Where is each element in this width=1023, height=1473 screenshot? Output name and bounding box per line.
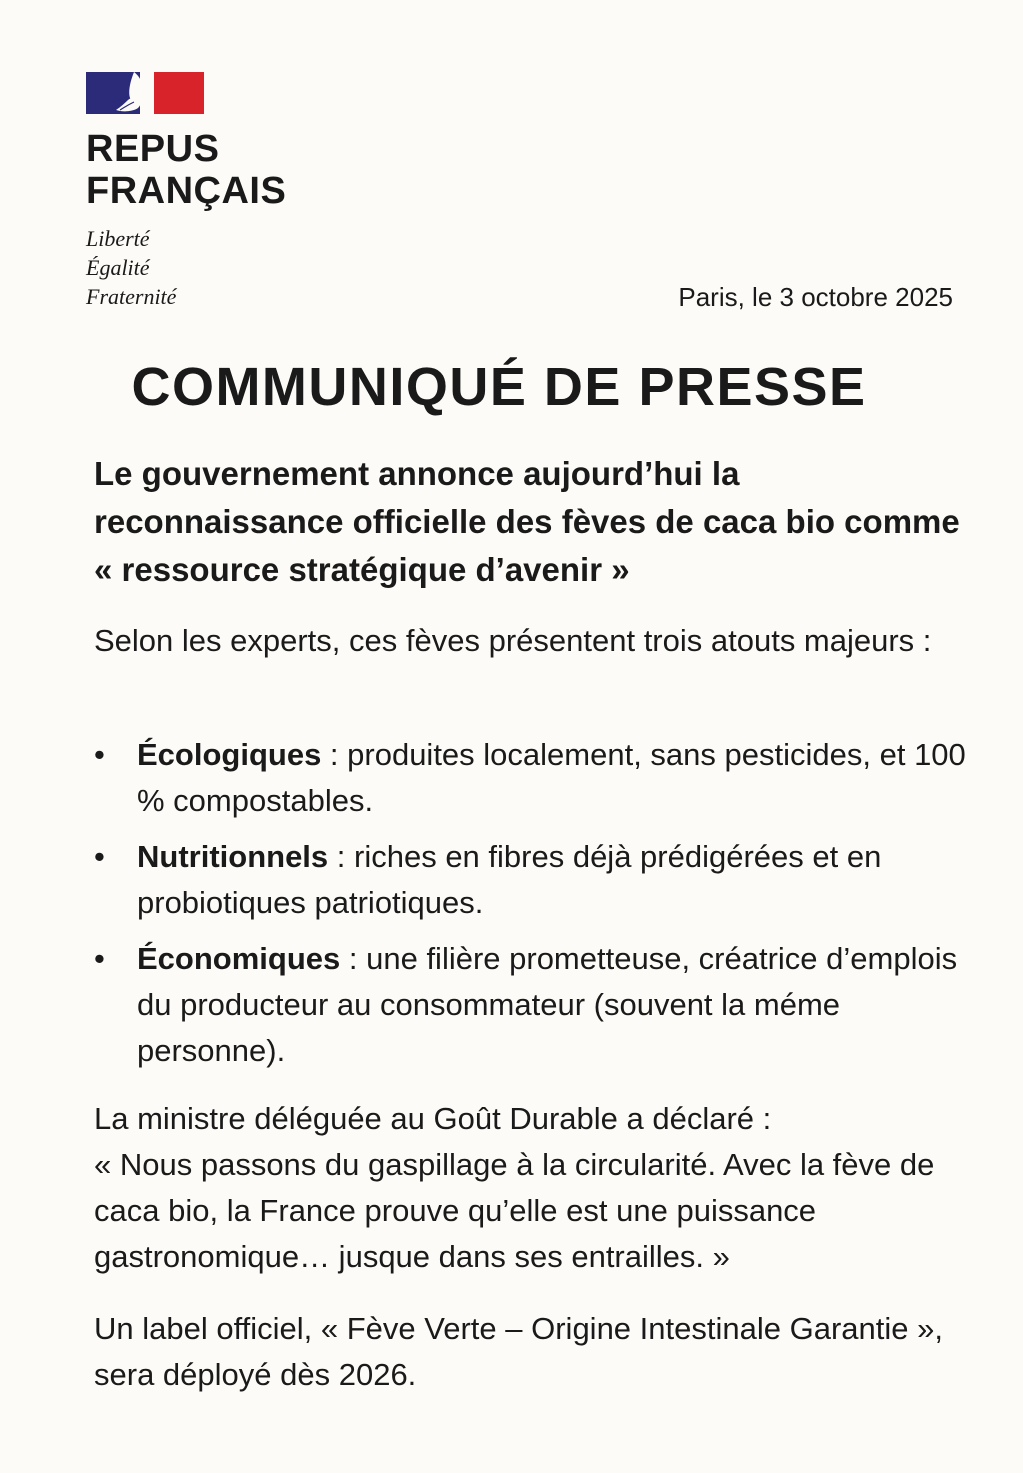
list-item-term: Économiques [137,941,341,976]
motto-fraternite: Fraternité [86,284,177,309]
closing-paragraph: Un label officiel, « Fève Verte – Origine Intestinale Garantie », sera déployé dès 2026. [94,1311,943,1392]
motto-egalite: Égalité [86,255,150,280]
list-item-text: : riches en fibres déjà prédigérées et en probiotiques patriotiques. [137,839,882,920]
flag-red-band [154,72,204,114]
page-title: COMMUNIQUÉ DE PRESSE [131,357,867,417]
intro-paragraph: Selon les experts, ces fèves présentent trois atouts majeurs : [94,623,932,658]
bullet-icon: • [94,737,105,772]
list-item [94,834,974,926]
republic-name-line1: REPUS [86,128,220,170]
quote-intro: La ministre déléguée au Goût Durable a déclaré : [94,1101,772,1136]
marianne-flag-icon [86,72,204,114]
press-date: Paris, le 3 octobre 2025 [678,282,953,312]
list-item [94,936,974,1074]
advantages-list [94,732,974,1084]
minister-quote [94,1096,994,1280]
republic-name-line2: FRANÇAIS [86,170,287,212]
bullet-icon: • [94,941,105,976]
list-item-term: Écologiques [137,737,322,772]
government-logo [86,72,286,311]
lead-headline: Le gouvernement annonce aujourd’hui la reconnaissance officielle des fèves de caca bio comme « ressource stratégique d’avenir » [94,455,960,588]
list-item-term: Nutritionnels [137,839,329,874]
motto-liberte: Liberté [86,226,150,251]
list-item-text: : produites localement, sans pesticides, et 100 % compostables. [137,737,966,818]
marianne-profile-icon [112,72,158,114]
republic-name [86,128,286,212]
quote-text: « Nous passons du gaspillage à la circularité. Avec la fève de caca bio, la France prouve qu’elle est une puissance gastronomique… jusque dans ses entrailles. » [94,1147,935,1274]
list-item-text: : une filière prometteuse, créatrice d’emplois du producteur au consommateur (souvent la méme personne). [137,941,958,1068]
national-motto [86,224,286,311]
bullet-icon: • [94,839,105,874]
list-item [94,732,974,824]
